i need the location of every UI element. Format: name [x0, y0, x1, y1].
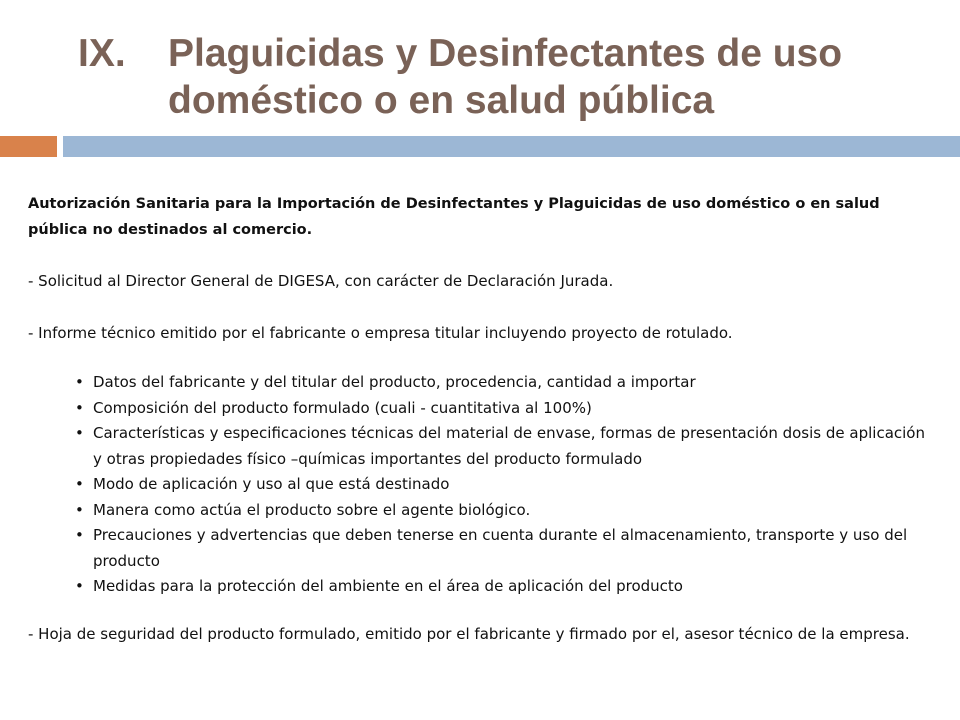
bullet-icon: • [75, 398, 84, 417]
requirement-informe: - Informe técnico emitido por el fabricante o empresa titular incluyendo proyecto de rotulado. [28, 323, 733, 342]
title-line-1: Plaguicidas y Desinfectantes de uso [168, 32, 843, 75]
title-rule-bar [63, 136, 960, 157]
title-number: IX. [78, 32, 126, 75]
requirement-solicitud: - Solicitud al Director General de DIGESA, con carácter de Declaración Jurada. [28, 272, 614, 290]
bullet-icon: • [75, 577, 84, 595]
list-item: • Medidas para la protección del ambiente en el área de aplicación del producto [75, 574, 928, 600]
title-line-2: doméstico o en salud pública [168, 79, 715, 122]
bullet-icon: • [75, 526, 84, 544]
list-item: • Precauciones y advertencias que deben tenerse en cuenta durante el almacenamiento, transporte y uso del producto [75, 523, 928, 574]
list-item: • Composición del producto formulado (cuali - cuantitativa al 100%) [75, 396, 928, 422]
title-rule-accent [0, 136, 57, 157]
list-item: • Características y especificaciones técnicas del material de envase, formas de presentación dosis de aplicación y otras propiedades físico –químicas importantes del producto formulado [75, 421, 928, 472]
list-item: • Datos del fabricante y del titular del producto, procedencia, cantidad a importar [75, 370, 928, 396]
bullet-icon: • [75, 373, 84, 391]
requirement-hoja-seguridad: - Hoja de seguridad del producto formulado, emitido por el fabricante y firmado por el, asesor técnico de la empresa. [28, 624, 910, 643]
slide-title [78, 30, 938, 124]
list-item: • Manera como actúa el producto sobre el agente biológico. [75, 498, 928, 524]
bullet-icon: • [75, 500, 84, 519]
bullet-icon: • [75, 424, 84, 442]
slide-body [28, 192, 928, 647]
informe-bullet-list [28, 370, 928, 600]
intro-heading: Autorización Sanitaria para la Importación de Desinfectantes y Plaguicidas de uso doméstico o en salud pública no destinados al comercio. [28, 196, 880, 238]
bullet-icon: • [75, 475, 84, 493]
list-item: • Modo de aplicación y uso al que está destinado [75, 472, 928, 498]
